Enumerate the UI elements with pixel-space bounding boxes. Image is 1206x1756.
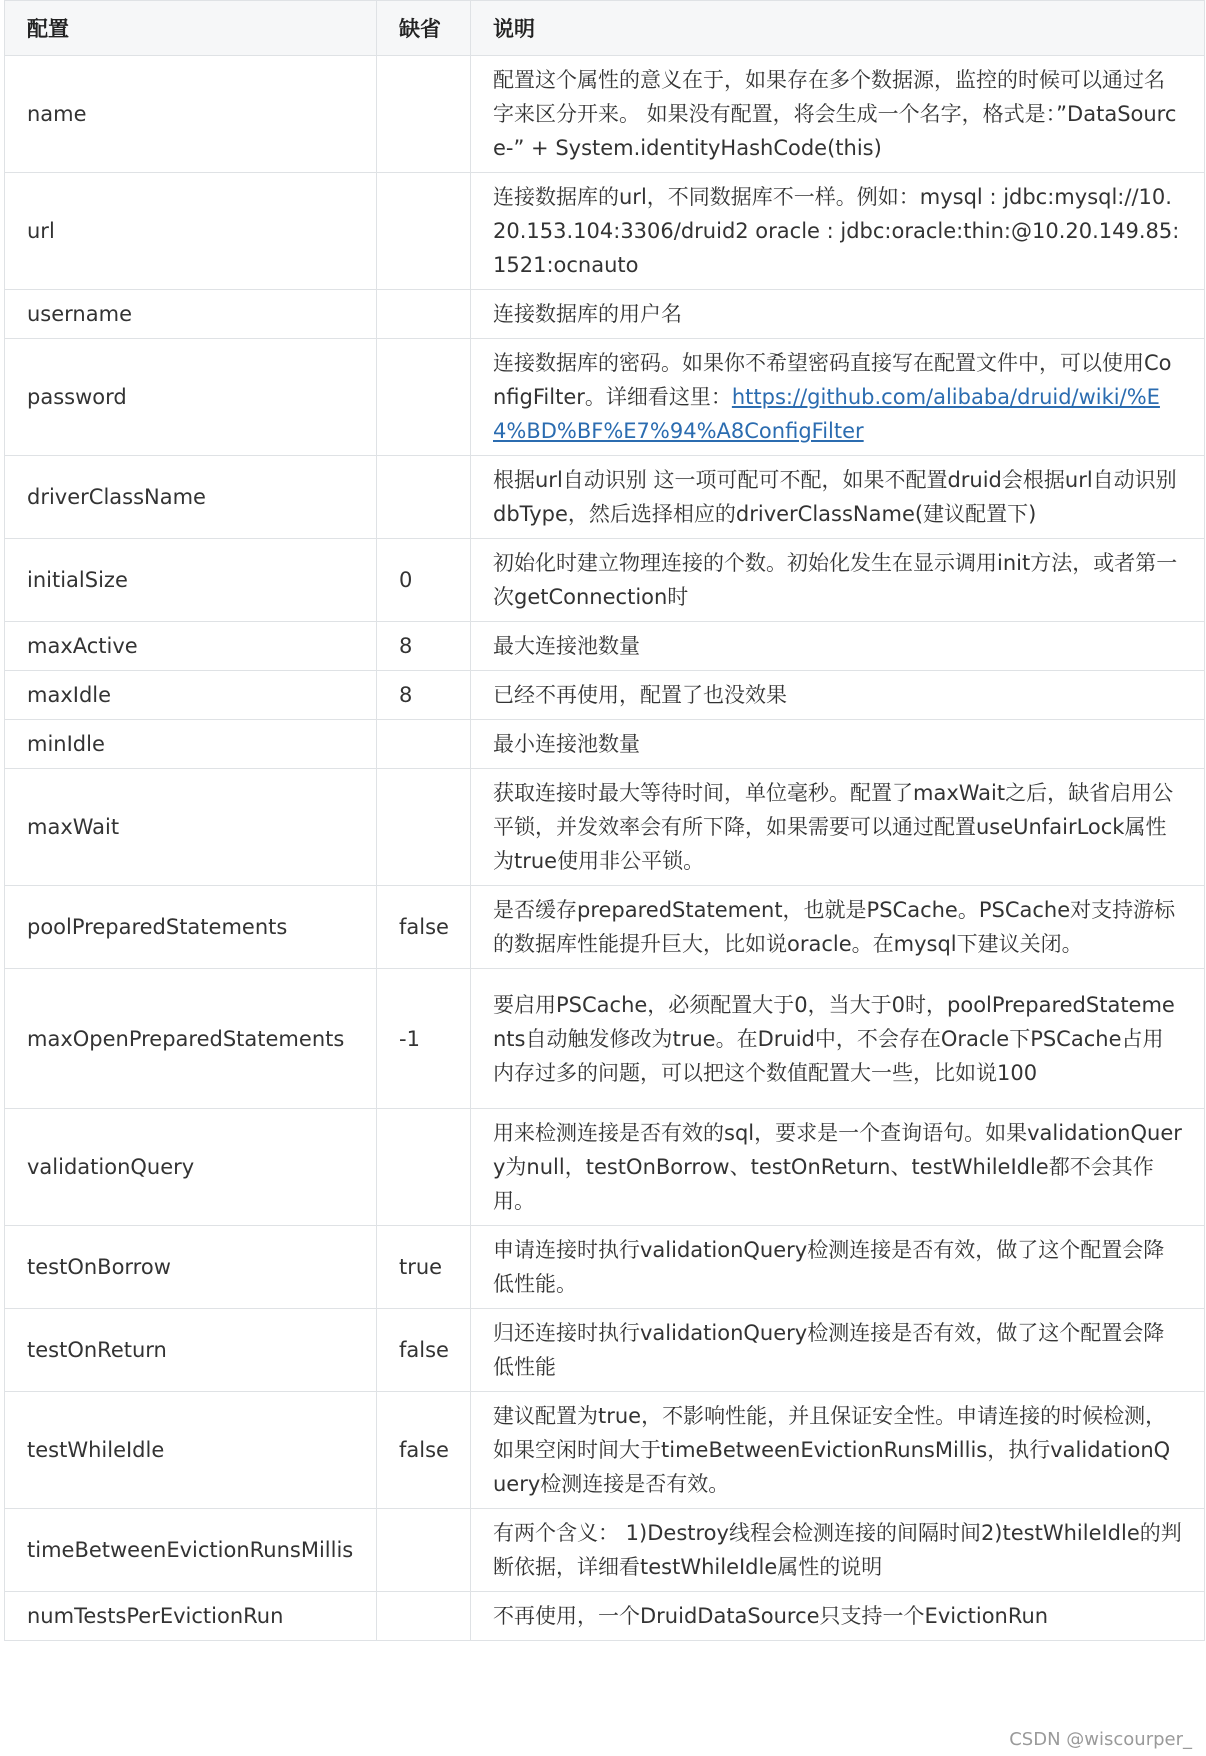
table-row [5, 1592, 1205, 1641]
description-cell [471, 539, 1205, 622]
table-row [5, 56, 1205, 173]
description-text: 最小连接池数量 [493, 732, 640, 756]
description-text: 连接数据库的密码。如果你不希望密码直接写在配置文件中，可以使用ConfigFilter。详细看这里： [493, 351, 1172, 409]
table-row [5, 290, 1205, 339]
header-config: 配置 [5, 1, 377, 56]
default-value-cell: -1 [377, 969, 471, 1109]
table-row [5, 969, 1205, 1109]
description-cell [471, 886, 1205, 969]
config-name-cell: minIdle [5, 720, 377, 769]
description-cell [471, 720, 1205, 769]
config-name-cell: maxWait [5, 769, 377, 886]
table-body [5, 56, 1205, 1641]
default-value-cell [377, 769, 471, 886]
config-name-cell: initialSize [5, 539, 377, 622]
default-value-cell [377, 1109, 471, 1226]
default-value-cell [377, 1509, 471, 1592]
default-value-cell: false [377, 886, 471, 969]
config-name-cell: poolPreparedStatements [5, 886, 377, 969]
default-value-cell [377, 290, 471, 339]
description-cell [471, 969, 1205, 1109]
description-text: 根据url自动识别 这一项可配可不配，如果不配置druid会根据url自动识别dbType，然后选择相应的driverClassName(建议配置下) [493, 468, 1177, 526]
description-text: 要启用PSCache，必须配置大于0，当大于0时，poolPreparedStatements自动触发修改为true。在Druid中，不会存在Oracle下PSCache占用内存过多的问题，可以把这个数值配置大一些，比如说100 [493, 992, 1175, 1085]
description-text: 归还连接时执行validationQuery检测连接是否有效，做了这个配置会降低性能 [493, 1321, 1165, 1379]
config-filter-link[interactable]: https://github.com/alibaba/druid/wiki/%E4%BD%BF%E7%94%A8ConfigFilter [493, 385, 1160, 443]
description-cell [471, 671, 1205, 720]
config-name-cell: name [5, 56, 377, 173]
config-name-cell: numTestsPerEvictionRun [5, 1592, 377, 1641]
description-text: 配置这个属性的意义在于，如果存在多个数据源，监控的时候可以通过名字来区分开来。 如果没有配置，将会生成一个名字，格式是：”DataSource-” + System.identityHashCode(this) [493, 68, 1177, 160]
config-name-cell: maxOpenPreparedStatements [5, 969, 377, 1109]
table-row [5, 1309, 1205, 1392]
default-value-cell: 8 [377, 622, 471, 671]
default-value-cell [377, 339, 471, 456]
description-text: 获取连接时最大等待时间，单位毫秒。配置了maxWait之后，缺省启用公平锁，并发效率会有所下降，如果需要可以通过配置useUnfairLock属性为true使用非公平锁。 [493, 781, 1174, 873]
table-header-row [5, 1, 1205, 56]
config-name-cell: timeBetweenEvictionRunsMillis [5, 1509, 377, 1592]
table-row [5, 1392, 1205, 1509]
config-name-cell: url [5, 173, 377, 290]
config-name-cell: testWhileIdle [5, 1392, 377, 1509]
description-text: 初始化时建立物理连接的个数。初始化发生在显示调用init方法，或者第一次getConnection时 [493, 551, 1178, 609]
description-cell [471, 456, 1205, 539]
default-value-cell: 0 [377, 539, 471, 622]
table-row [5, 769, 1205, 886]
config-table [4, 0, 1205, 1641]
table-row [5, 1109, 1205, 1226]
default-value-cell [377, 1592, 471, 1641]
config-name-cell: maxIdle [5, 671, 377, 720]
description-cell [471, 290, 1205, 339]
description-text: 是否缓存preparedStatement，也就是PSCache。PSCache对支持游标的数据库性能提升巨大，比如说oracle。在mysql下建议关闭。 [493, 898, 1176, 956]
description-text: 最大连接池数量 [493, 634, 640, 658]
config-name-cell: testOnBorrow [5, 1226, 377, 1309]
config-name-cell: validationQuery [5, 1109, 377, 1226]
description-cell [471, 622, 1205, 671]
default-value-cell: false [377, 1309, 471, 1392]
header-default: 缺省 [377, 1, 471, 56]
description-cell [471, 1592, 1205, 1641]
table-row [5, 720, 1205, 769]
default-value-cell [377, 173, 471, 290]
table-row [5, 622, 1205, 671]
default-value-cell [377, 456, 471, 539]
description-text: 连接数据库的用户名 [493, 302, 682, 326]
description-cell [471, 1309, 1205, 1392]
default-value-cell [377, 56, 471, 173]
description-text: 有两个含义： 1)Destroy线程会检测连接的间隔时间2)testWhileIdle的判断依据，详细看testWhileIdle属性的说明 [493, 1521, 1182, 1579]
config-name-cell: password [5, 339, 377, 456]
description-text: 建议配置为true，不影响性能，并且保证安全性。申请连接的时候检测，如果空闲时间大于timeBetweenEvictionRunsMillis，执行validationQuery检测连接是否有效。 [493, 1404, 1171, 1496]
table-row [5, 339, 1205, 456]
description-cell [471, 1226, 1205, 1309]
description-cell [471, 1392, 1205, 1509]
config-name-cell: testOnReturn [5, 1309, 377, 1392]
description-cell [471, 56, 1205, 173]
table-row [5, 671, 1205, 720]
description-cell [471, 339, 1205, 456]
default-value-cell: false [377, 1392, 471, 1509]
config-name-cell: driverClassName [5, 456, 377, 539]
default-value-cell: true [377, 1226, 471, 1309]
description-text: 不再使用，一个DruidDataSource只支持一个EvictionRun [493, 1604, 1049, 1628]
config-name-cell: maxActive [5, 622, 377, 671]
description-cell [471, 173, 1205, 290]
watermark: CSDN @wiscourper_ [1009, 1729, 1192, 1750]
header-description: 说明 [471, 1, 1205, 56]
default-value-cell [377, 720, 471, 769]
default-value-cell: 8 [377, 671, 471, 720]
description-text: 用来检测连接是否有效的sql，要求是一个查询语句。如果validationQuery为null，testOnBorrow、testOnReturn、testWhileIdle都不会其作用。 [493, 1121, 1182, 1213]
table-row [5, 1509, 1205, 1592]
table-row [5, 1226, 1205, 1309]
description-cell [471, 1509, 1205, 1592]
config-name-cell: username [5, 290, 377, 339]
description-text: 已经不再使用，配置了也没效果 [493, 683, 787, 707]
table-row [5, 456, 1205, 539]
table-row [5, 886, 1205, 969]
description-cell [471, 769, 1205, 886]
description-text: 申请连接时执行validationQuery检测连接是否有效，做了这个配置会降低性能。 [493, 1238, 1165, 1296]
description-cell [471, 1109, 1205, 1226]
table-row [5, 539, 1205, 622]
table-row [5, 173, 1205, 290]
description-text: 连接数据库的url，不同数据库不一样。例如：mysql : jdbc:mysql://10.20.153.104:3306/druid2 oracle : jdbc:oracle:thin:@10.20.149.85:1521:ocnauto [493, 185, 1180, 277]
